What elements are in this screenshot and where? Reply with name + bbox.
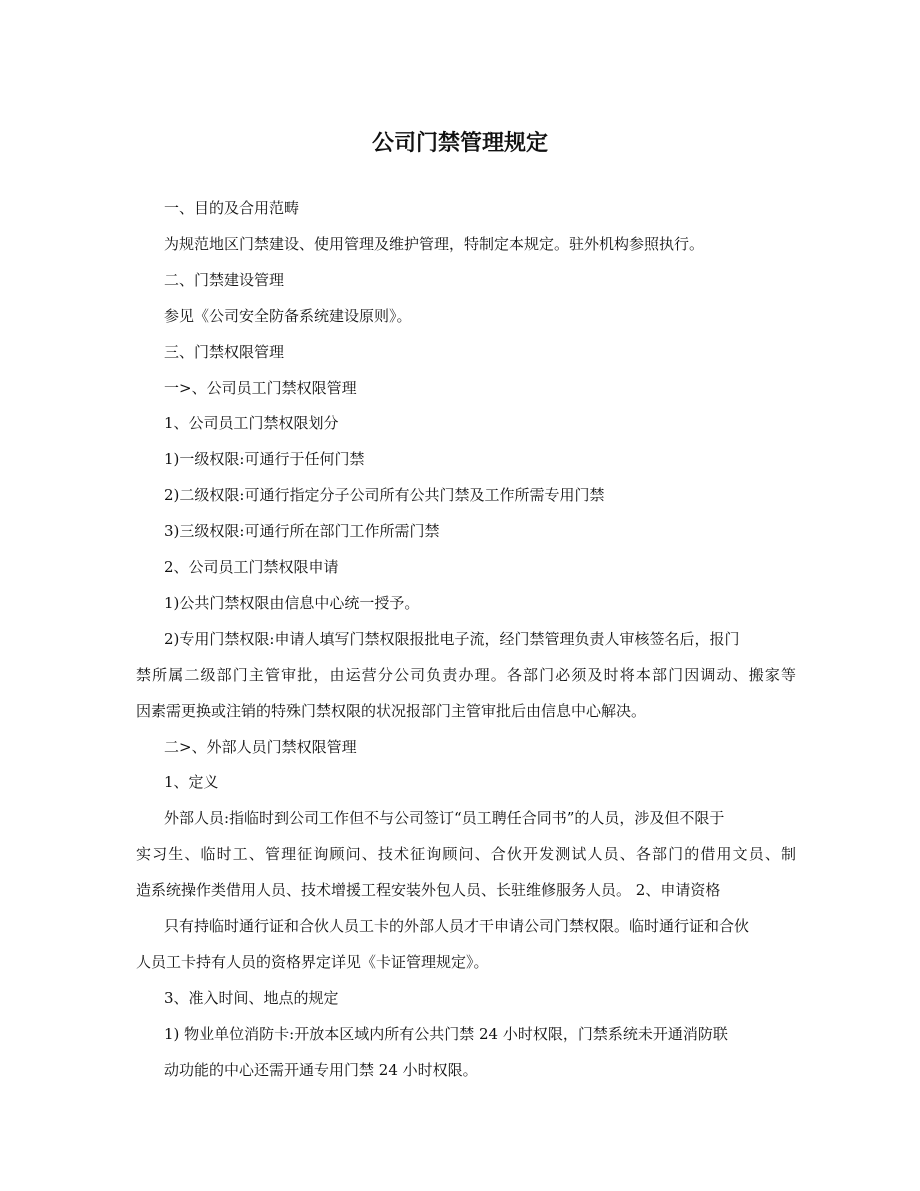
- paragraph-line: 3)三级权限:可通行所在部门工作所需门禁: [164, 522, 440, 541]
- paragraph-line: 3、准入时间、地点的规定: [164, 988, 339, 1007]
- paragraph-line: 实习生、临时工、管理征询顾问、技术征询顾问、合伙开发测试人员、各部门的借用文员、制: [136, 845, 796, 864]
- paragraph-line: 一、目的及合用范畴: [164, 199, 300, 217]
- paragraph-line: 1、公司员工门禁权限划分: [164, 414, 339, 433]
- paragraph-line: 1) 物业单位消防卡:开放本区域内所有公共门禁 24 小时权限，门禁系统未开通消防联: [164, 1024, 728, 1043]
- paragraph-line: 二、门禁建设管理: [164, 270, 285, 289]
- paragraph-line: 1、定义: [164, 773, 219, 792]
- paragraph-line: 为规范地区门禁建设、使用管理及维护管理，特制定本规定。驻外机构参照执行。: [164, 234, 705, 253]
- paragraph-line: 动功能的中心还需开通专用门禁 24 小时权限。: [164, 1060, 478, 1079]
- paragraph-line: 2、公司员工门禁权限申请: [164, 558, 339, 576]
- paragraph-line: 禁所属二级部门主管审批，由运营分公司负责办理。各部门必须及时将本部门因调动、搬家等: [136, 665, 796, 684]
- paragraph-line: 外部人员:指临时到公司工作但不与公司签订“员工聘任合同书”的人员，涉及但不限于: [164, 809, 725, 828]
- paragraph-line: 参见《公司安全防备系统建设原则》。: [164, 306, 412, 325]
- paragraph-line: 二>、外部人员门禁权限管理: [164, 737, 357, 756]
- paragraph-line: 造系统操作类借用人员、技术增援工程安装外包人员、长驻维修服务人员。 2、申请资格: [136, 881, 721, 900]
- paragraph-line: 1)公共门禁权限由信息中心统一授予。: [164, 593, 420, 612]
- paragraph-line: 2)二级权限:可通行指定分子公司所有公共门禁及工作所需专用门禁: [164, 486, 605, 505]
- paragraph-line: 因素需更换或注销的特殊门禁权限的状况报部门主管审批后由信息中心解决。: [136, 701, 647, 720]
- paragraph-line: 1)一级权限:可通行于任何门禁: [164, 450, 365, 469]
- paragraph-line: 2)专用门禁权限:申请人填写门禁权限报批电子流，经门禁管理负责人审核签名后，报门: [164, 629, 740, 648]
- document-title: 公司门禁管理规定: [371, 131, 548, 156]
- paragraph-line: 三、门禁权限管理: [164, 342, 285, 361]
- paragraph-line: 人员工卡持有人员的资格界定详见《卡证管理规定》。: [136, 952, 489, 971]
- paragraph-line: 只有持临时通行证和合伙人员工卡的外部人员才干申请公司门禁权限。临时通行证和合伙: [164, 917, 750, 935]
- paragraph-line: 一>、公司员工门禁权限管理: [164, 378, 357, 397]
